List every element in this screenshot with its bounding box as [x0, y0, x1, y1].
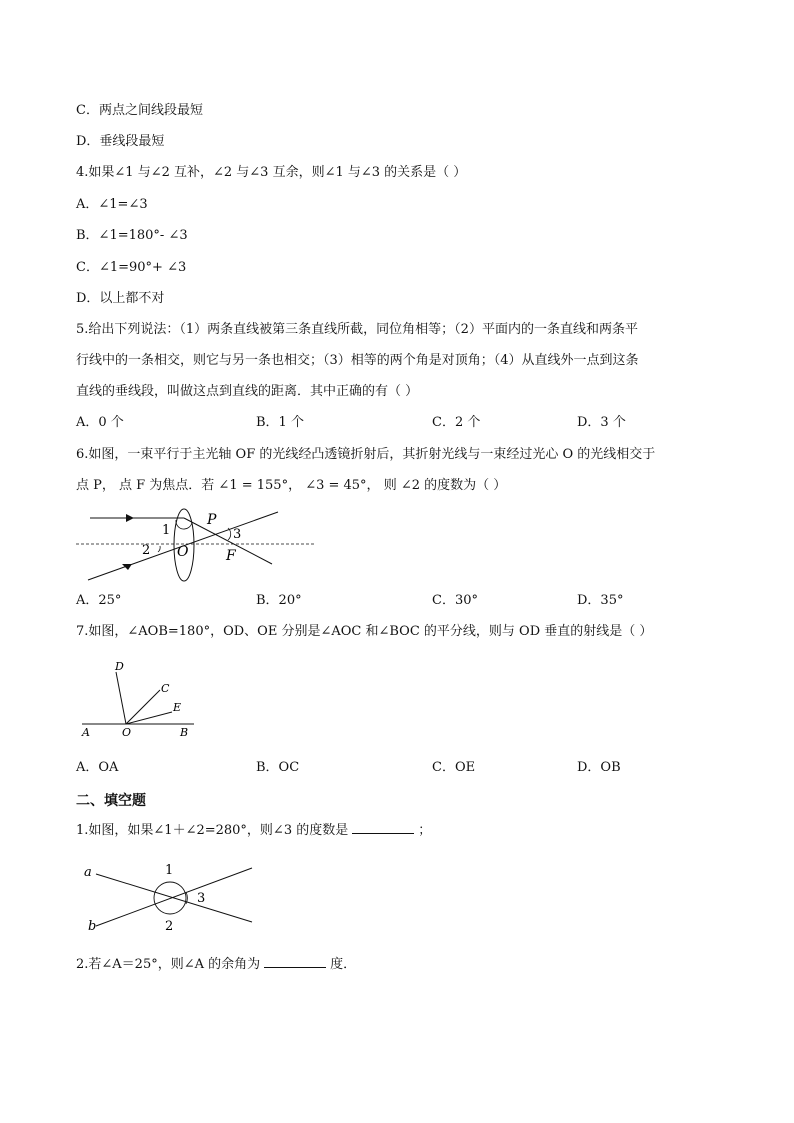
q6-stem-line2: 点 P， 点 F 为焦点．若 ∠1 = 155°， ∠3 = 45°， 则 ∠2 的度数为（ ）: [76, 478, 507, 493]
q4-option-b: B．∠1=180°- ∠3: [76, 228, 188, 243]
q4-option-c: C．∠1=90°+ ∠3: [76, 260, 187, 275]
ray-oe: [126, 712, 172, 724]
q7-option-a: A．OA: [76, 760, 119, 775]
fig-label-o: O: [177, 544, 189, 560]
angle-2-arc: [158, 546, 160, 552]
q6-option-a: A．25°: [76, 593, 122, 608]
fig-label-f: F: [226, 548, 236, 564]
fig-label-2: 2: [165, 919, 174, 934]
fig-label-c: C: [161, 682, 170, 695]
f2-stem: [76, 955, 356, 974]
q4-stem: 4.如果∠1 与∠2 互补，∠2 与∠3 互余，则∠1 与∠3 的关系是（ ）: [76, 165, 467, 180]
q4-option-d: D．以上都不对: [76, 291, 165, 306]
fig-label-1: 1: [165, 863, 174, 878]
section-title-fill-in: 二、填空题: [76, 793, 146, 809]
fig-label-e: E: [173, 701, 182, 714]
q7-option-d: D．OB: [577, 760, 621, 775]
f2-answer-blank[interactable]: [264, 955, 326, 968]
q6-option-d: D．35°: [577, 593, 624, 608]
fig-label-d: D: [115, 660, 124, 673]
q5-option-c: C．2 个: [432, 415, 481, 430]
q4-option-a: A．∠1=∠3: [76, 197, 148, 212]
q5-stem-line3: 直线的垂线段，叫做这点到直线的距离．其中正确的有（ ）: [76, 384, 419, 399]
q5-option-d: D．3 个: [577, 415, 626, 430]
line-a: [96, 874, 252, 922]
fig-label-a: A: [82, 726, 90, 739]
fig-label-3: 3: [197, 891, 206, 906]
q7-option-c: C．OE: [432, 760, 476, 775]
parallel-ray-arrow: [126, 514, 134, 522]
q5-stem-line1: 5.给出下列说法：（1）两条直线被第三条直线所截，同位角相等；（2）平面内的一条直线和两条平: [76, 322, 638, 337]
q6-option-c: C．30°: [432, 593, 478, 608]
q5-option-a: A．0 个: [76, 415, 124, 430]
line-b: [96, 868, 252, 926]
fig-label-o: O: [122, 726, 132, 739]
q7-option-b: B．OC: [256, 760, 300, 775]
fig-label-1: 1: [162, 523, 171, 538]
fig-label-2: 2: [142, 543, 151, 558]
q3-option-d: D．垂线段最短: [76, 134, 165, 149]
f1-stem-end: ；: [418, 823, 432, 838]
rays-figure: [78, 658, 208, 740]
q5-stem-line2: 行线中的一条相交，则它与另一条也相交；（3）相等的两个角是对顶角；（4）从直线外一点到这条: [76, 353, 639, 368]
lens-figure: [76, 500, 326, 590]
fig-label-a: a: [84, 865, 92, 880]
intersecting-lines-figure: [82, 856, 257, 936]
fig-label-b: b: [88, 919, 97, 934]
q6-stem-line1: 6.如图，一束平行于主光轴 OF 的光线经凸透镜折射后，其折射光线与一束经过光心 O 的光线相交于: [76, 447, 656, 462]
q5-option-b: B．1 个: [256, 415, 304, 430]
f2-stem-end: 度．: [330, 957, 357, 972]
fig-label-b: B: [180, 726, 189, 739]
ray-od: [116, 672, 126, 724]
f1-stem: [76, 821, 431, 840]
q6-option-b: B．20°: [256, 593, 302, 608]
f1-answer-blank[interactable]: [352, 821, 414, 834]
q7-stem: 7.如图，∠AOB=180°，OD、OE 分别是∠AOC 和∠BOC 的平分线，则与 OD 垂直的射线是（ ）: [76, 624, 653, 639]
fig-label-3: 3: [233, 527, 242, 542]
f2-stem-text: 2.若∠A＝25°，则∠A 的余角为: [76, 957, 261, 972]
f1-stem-text: 1.如图，如果∠1＋∠2=280°，则∠3 的度数是: [76, 823, 349, 838]
fig-label-p: P: [207, 512, 217, 528]
q3-option-c: C．两点之间线段最短: [76, 103, 203, 118]
ray-oc: [126, 690, 160, 724]
